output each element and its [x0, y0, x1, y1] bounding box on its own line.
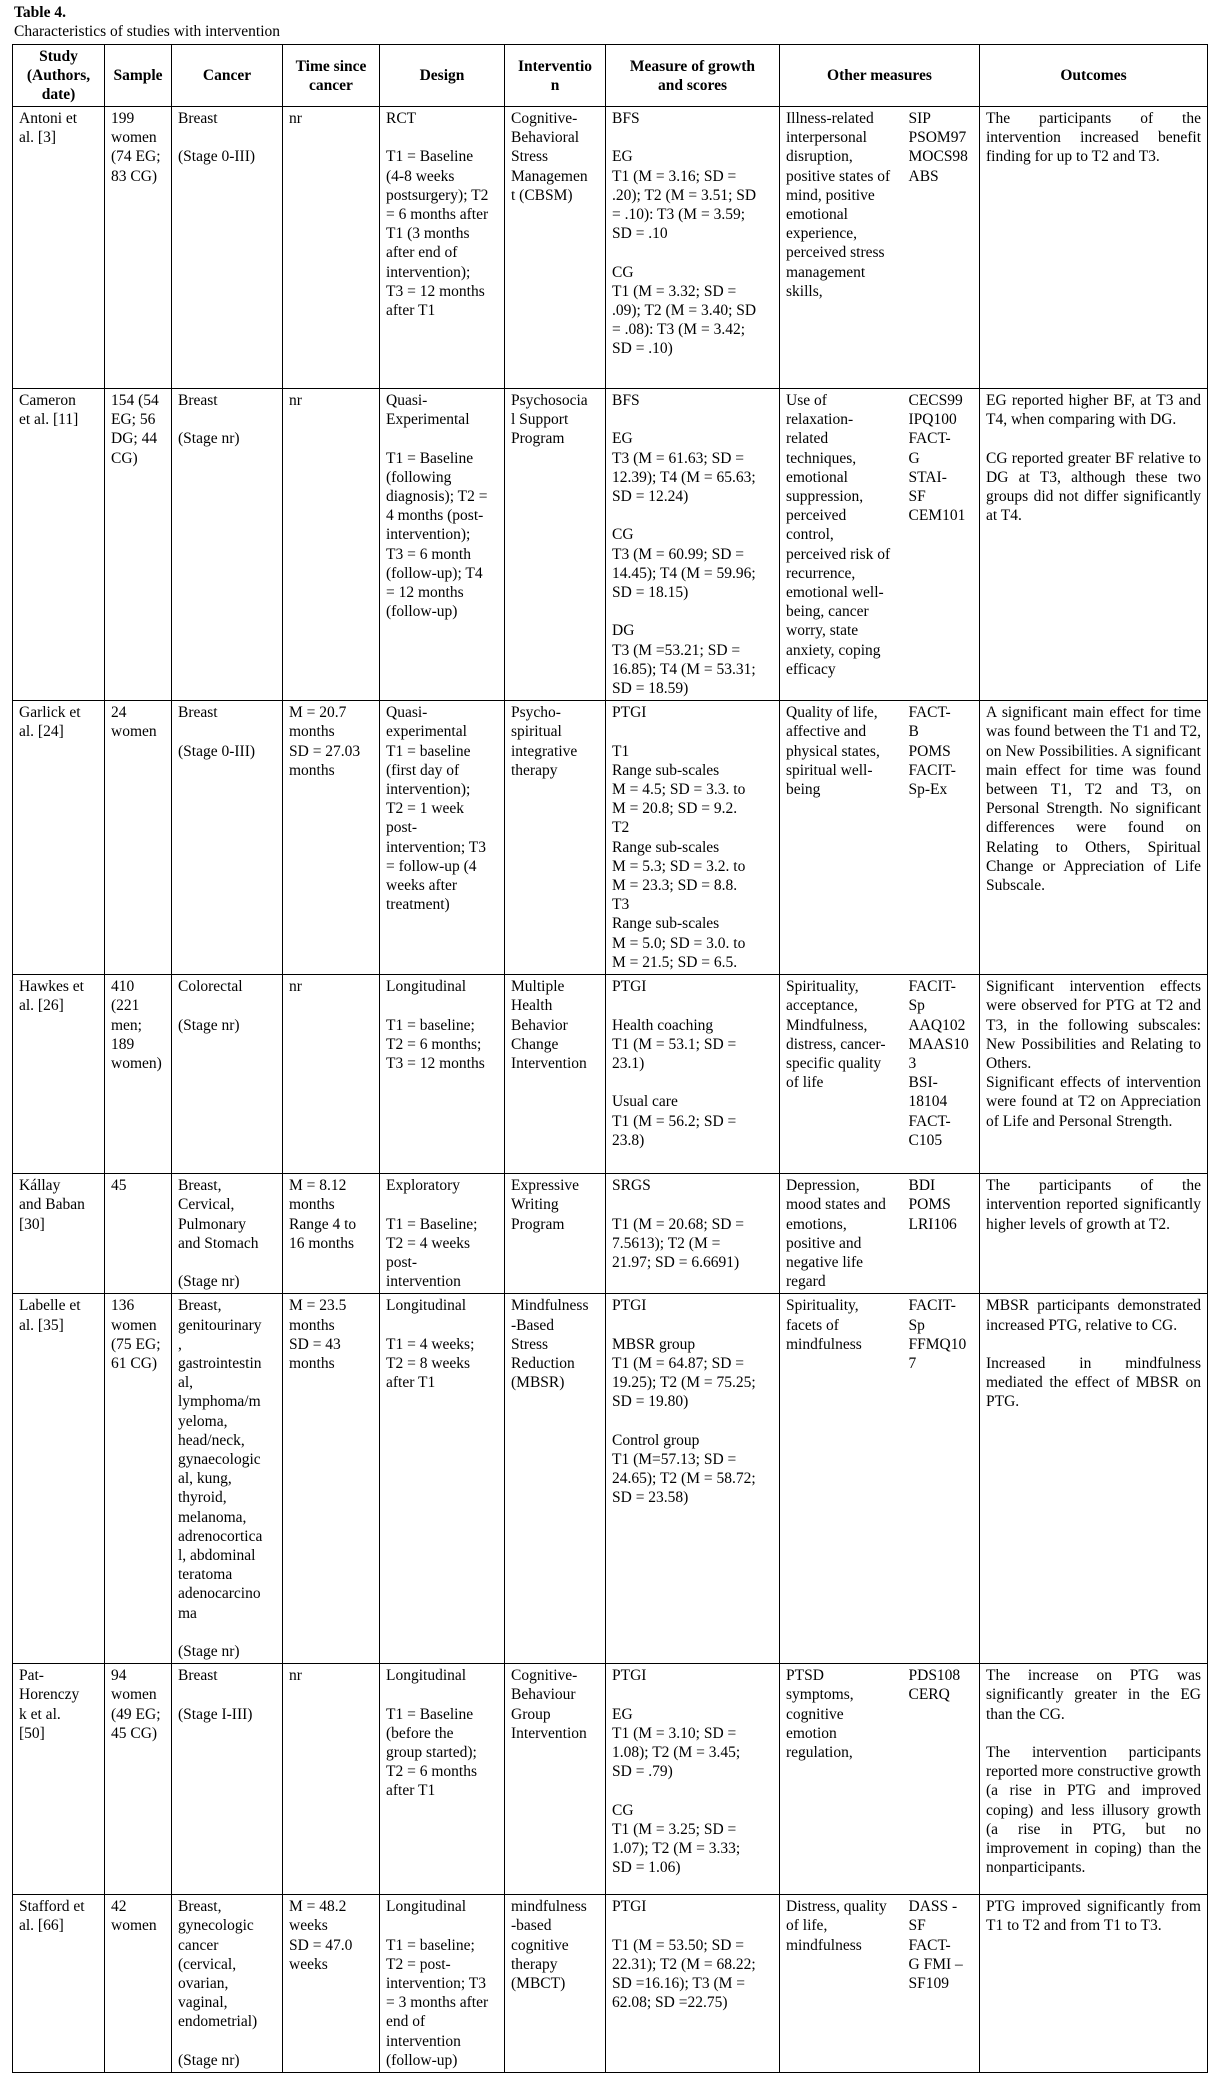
cell-intervention: Cognitive- Behaviour Group Intervention — [505, 1664, 606, 1895]
header-sample: Sample — [105, 45, 172, 107]
cell-cancer: Colorectal (Stage nr) — [172, 975, 283, 1174]
cell-sample: 42 women — [105, 1895, 172, 2073]
cell-cancer: Breast (Stage nr) — [172, 389, 283, 701]
header-study: Study (Authors, date) — [13, 45, 105, 107]
cell-outcomes: The participants of the intervention increased benefit finding for up to T2 and T3. — [980, 107, 1208, 389]
cell-measure-codes: FACT- B POMS FACIT- Sp-Ex — [907, 701, 980, 975]
cell-cancer: Breast, Cervical, Pulmonary and Stomach (Stage nr) — [172, 1174, 283, 1294]
cell-time: M = 20.7 months SD = 27.03 months — [283, 701, 380, 975]
cell-other-measures: Spirituality, acceptance, Mindfulness, distress, cancer- specific quality of life — [780, 975, 907, 1174]
table-row — [13, 1174, 1208, 1294]
cell-time: M = 48.2 weeks SD = 47.0 weeks — [283, 1895, 380, 2073]
header-outcomes: Outcomes — [980, 45, 1208, 107]
cell-time: nr — [283, 1664, 380, 1895]
cell-cancer: Breast, genitourinary , gastrointestin al, lymphoma/m yeloma, head/neck, gynaecologic al, kung, thyroid, melanoma, adrenocortica l, abdominal teratoma adenocarcino ma (Stage nr) — [172, 1294, 283, 1664]
header-cancer: Cancer — [172, 45, 283, 107]
cell-other-measures: Quality of life, affective and physical states, spiritual well- being — [780, 701, 907, 975]
cell-intervention: Mindfulness -Based Stress Reduction (MBSR) — [505, 1294, 606, 1664]
cell-outcomes: EG reported higher BF, at T3 and T4, when comparing with DG. CG reported greater BF relative to DG at T3, although these two groups did not differ significantly at T4. — [980, 389, 1208, 701]
cell-time: M = 8.12 months Range 4 to 16 months — [283, 1174, 380, 1294]
cell-measure-codes: DASS - SF FACT- G FMI – SF109 — [907, 1895, 980, 2073]
cell-time: M = 23.5 months SD = 43 months — [283, 1294, 380, 1664]
cell-outcomes: A significant main effect for time was found between the T1 and T2, on New Possibilities. A significant main effect for time was found between T1, T2 and T3, on Personal Strength. No significant differences were found on Relating to Others, Spiritual Change or Appreciation of Life Subscale. — [980, 701, 1208, 975]
cell-intervention: Expressive Writing Program — [505, 1174, 606, 1294]
cell-intervention: mindfulness -based cognitive therapy (MBCT) — [505, 1895, 606, 2073]
cell-study: Kállay and Baban [30] — [13, 1174, 105, 1294]
cell-time: nr — [283, 975, 380, 1174]
header-design: Design — [380, 45, 505, 107]
cell-design: Quasi- Experimental T1 = Baseline (following diagnosis); T2 = 4 months (post- intervention); T3 = 6 month (follow-up); T4 = 12 months (follow-up) — [380, 389, 505, 701]
cell-other-measures: PTSD symptoms, cognitive emotion regulation, — [780, 1664, 907, 1895]
cell-design: Longitudinal T1 = baseline; T2 = post- intervention; T3 = 3 months after end of intervention (follow-up) — [380, 1895, 505, 2073]
cell-study: Garlick et al. [24] — [13, 701, 105, 975]
table-row — [13, 1895, 1208, 2073]
header-time: Time since cancer — [283, 45, 380, 107]
cell-outcomes: Significant intervention effects were observed for PTG at T2 and T3, in the following subscales: New Possibilities and Relating to Others. Significant effects of intervention were found at T2 on Appreciation of Life and Personal Strength. — [980, 975, 1208, 1174]
cell-intervention: Multiple Health Behavior Change Intervention — [505, 975, 606, 1174]
cell-study: Labelle et al. [35] — [13, 1294, 105, 1664]
cell-measure: PTGI T1 (M = 53.50; SD = 22.31); T2 (M = 68.22; SD =16.16); T3 (M = 62.08; SD =22.75) — [606, 1895, 780, 2073]
cell-design: Quasi- experimental T1 = baseline (first day of intervention); T2 = 1 week post- intervention; T3 = follow-up (4 weeks after treatment) — [380, 701, 505, 975]
cell-design: Exploratory T1 = Baseline; T2 = 4 weeks post- intervention — [380, 1174, 505, 1294]
cell-measure: PTGI MBSR group T1 (M = 64.87; SD = 19.25); T2 (M = 75.25; SD = 19.80) Control group T1 (M=57.13; SD = 24.65); T2 (M = 58.72; SD = 23.58) — [606, 1294, 780, 1664]
cell-cancer: Breast, gynecologic cancer (cervical, ovarian, vaginal, endometrial) (Stage nr) — [172, 1895, 283, 2073]
table-caption: Characteristics of studies with intervention — [14, 23, 281, 40]
cell-study: Antoni et al. [3] — [13, 107, 105, 389]
cell-outcomes: PTG improved significantly from T1 to T2 and from T1 to T3. — [980, 1895, 1208, 2073]
cell-outcomes: The participants of the intervention reported significantly higher levels of growth at T2. — [980, 1174, 1208, 1294]
cell-other-measures: Use of relaxation- related techniques, emotional suppression, perceived control, perceived risk of recurrence, emotional well- being, cancer worry, state anxiety, coping efficacy — [780, 389, 907, 701]
cell-sample: 45 — [105, 1174, 172, 1294]
cell-sample: 154 (54 EG; 56 DG; 44 CG) — [105, 389, 172, 701]
cell-other-measures: Illness-related interpersonal disruption, positive states of mind, positive emotional experience, perceived stress management skills, — [780, 107, 907, 389]
cell-design: Longitudinal T1 = Baseline (before the group started); T2 = 6 months after T1 — [380, 1664, 505, 1895]
cell-other-measures: Distress, quality of life, mindfulness — [780, 1895, 907, 2073]
table-title: Table 4. — [14, 4, 66, 21]
cell-sample: 136 women (75 EG; 61 CG) — [105, 1294, 172, 1664]
cell-other-measures: Spirituality, facets of mindfulness — [780, 1294, 907, 1664]
header-intervention: Interventio n — [505, 45, 606, 107]
cell-sample: 94 women (49 EG; 45 CG) — [105, 1664, 172, 1895]
cell-sample: 199 women (74 EG; 83 CG) — [105, 107, 172, 389]
cell-measure-codes: SIP PSOM97 MOCS98 ABS — [907, 107, 980, 389]
cell-measure-codes: BDI POMS LRI106 — [907, 1174, 980, 1294]
cell-measure-codes: CECS99 IPQ100 FACT- G STAI- SF CEM101 — [907, 389, 980, 701]
table-row — [13, 389, 1208, 701]
cell-measure: BFS EG T1 (M = 3.16; SD = .20); T2 (M = 3.51; SD = .10): T3 (M = 3.59; SD = .10 CG T1 (M = 3.32; SD = .09); T2 (M = 3.40; SD = .08): T3 (M = 3.42; SD = .10) — [606, 107, 780, 389]
cell-study: Hawkes et al. [26] — [13, 975, 105, 1174]
cell-time: nr — [283, 389, 380, 701]
cell-measure: PTGI EG T1 (M = 3.10; SD = 1.08); T2 (M = 3.45; SD = .79) CG T1 (M = 3.25; SD = 1.07); T2 (M = 3.33; SD = 1.06) — [606, 1664, 780, 1895]
cell-measure-codes: FACIT- Sp AAQ102 MAAS103 BSI- 18104 FACT- C105 — [907, 975, 980, 1174]
cell-cancer: Breast (Stage 0-III) — [172, 701, 283, 975]
table-row — [13, 1664, 1208, 1895]
cell-study: Stafford et al. [66] — [13, 1895, 105, 2073]
studies-table — [12, 44, 1208, 2073]
cell-design: Longitudinal T1 = baseline; T2 = 6 months; T3 = 12 months — [380, 975, 505, 1174]
cell-other-measures: Depression, mood states and emotions, positive and negative life regard — [780, 1174, 907, 1294]
cell-outcomes: MBSR participants demonstrated increased PTG, relative to CG. Increased in mindfulness mediated the effect of MBSR on PTG. — [980, 1294, 1208, 1664]
cell-cancer: Breast (Stage 0-III) — [172, 107, 283, 389]
cell-measure-codes: PDS108 CERQ — [907, 1664, 980, 1895]
cell-design: Longitudinal T1 = 4 weeks; T2 = 8 weeks after T1 — [380, 1294, 505, 1664]
cell-design: RCT T1 = Baseline (4-8 weeks postsurgery); T2 = 6 months after T1 (3 months after end of intervention); T3 = 12 months after T1 — [380, 107, 505, 389]
cell-sample: 24 women — [105, 701, 172, 975]
table-row — [13, 107, 1208, 389]
cell-time: nr — [283, 107, 380, 389]
cell-study: Cameron et al. [11] — [13, 389, 105, 701]
cell-measure: BFS EG T3 (M = 61.63; SD = 12.39); T4 (M = 65.63; SD = 12.24) CG T3 (M = 60.99; SD = 14.45); T4 (M = 59.96; SD = 18.15) DG T3 (M =53.21; SD = 16.85); T4 (M = 53.31; SD = 18.59) — [606, 389, 780, 701]
header-measure: Measure of growth and scores — [606, 45, 780, 107]
table-row — [13, 975, 1208, 1174]
cell-intervention: Cognitive- Behavioral Stress Managemen t (CBSM) — [505, 107, 606, 389]
cell-sample: 410 (221 men; 189 women) — [105, 975, 172, 1174]
cell-study: Pat- Horenczy k et al. [50] — [13, 1664, 105, 1895]
cell-intervention: Psychosocia l Support Program — [505, 389, 606, 701]
cell-measure: PTGI Health coaching T1 (M = 53.1; SD = 23.1) Usual care T1 (M = 56.2; SD = 23.8) — [606, 975, 780, 1174]
header-row — [13, 45, 1208, 107]
cell-intervention: Psycho- spiritual integrative therapy — [505, 701, 606, 975]
cell-cancer: Breast (Stage I-III) — [172, 1664, 283, 1895]
cell-outcomes: The increase on PTG was significantly greater in the EG than the CG. The intervention participants reported more constructive growth (a rise in PTG and improved coping) and less illusory growth (a rise in PTG, but no improvement in coping) than the nonparticipants. — [980, 1664, 1208, 1895]
cell-measure: SRGS T1 (M = 20.68; SD = 7.5613); T2 (M = 21.97; SD = 6.6691) — [606, 1174, 780, 1294]
table-row — [13, 701, 1208, 975]
cell-measure: PTGI T1 Range sub-scales M = 4.5; SD = 3.3. to M = 20.8; SD = 9.2. T2 Range sub-scales M = 5.3; SD = 3.2. to M = 23.3; SD = 8.8. T3 Range sub-scales M = 5.0; SD = 3.0. to M = 21.5; SD = 6.5. — [606, 701, 780, 975]
table-row — [13, 1294, 1208, 1664]
cell-measure-codes: FACIT- Sp FFMQ107 — [907, 1294, 980, 1664]
header-other: Other measures — [780, 45, 980, 107]
